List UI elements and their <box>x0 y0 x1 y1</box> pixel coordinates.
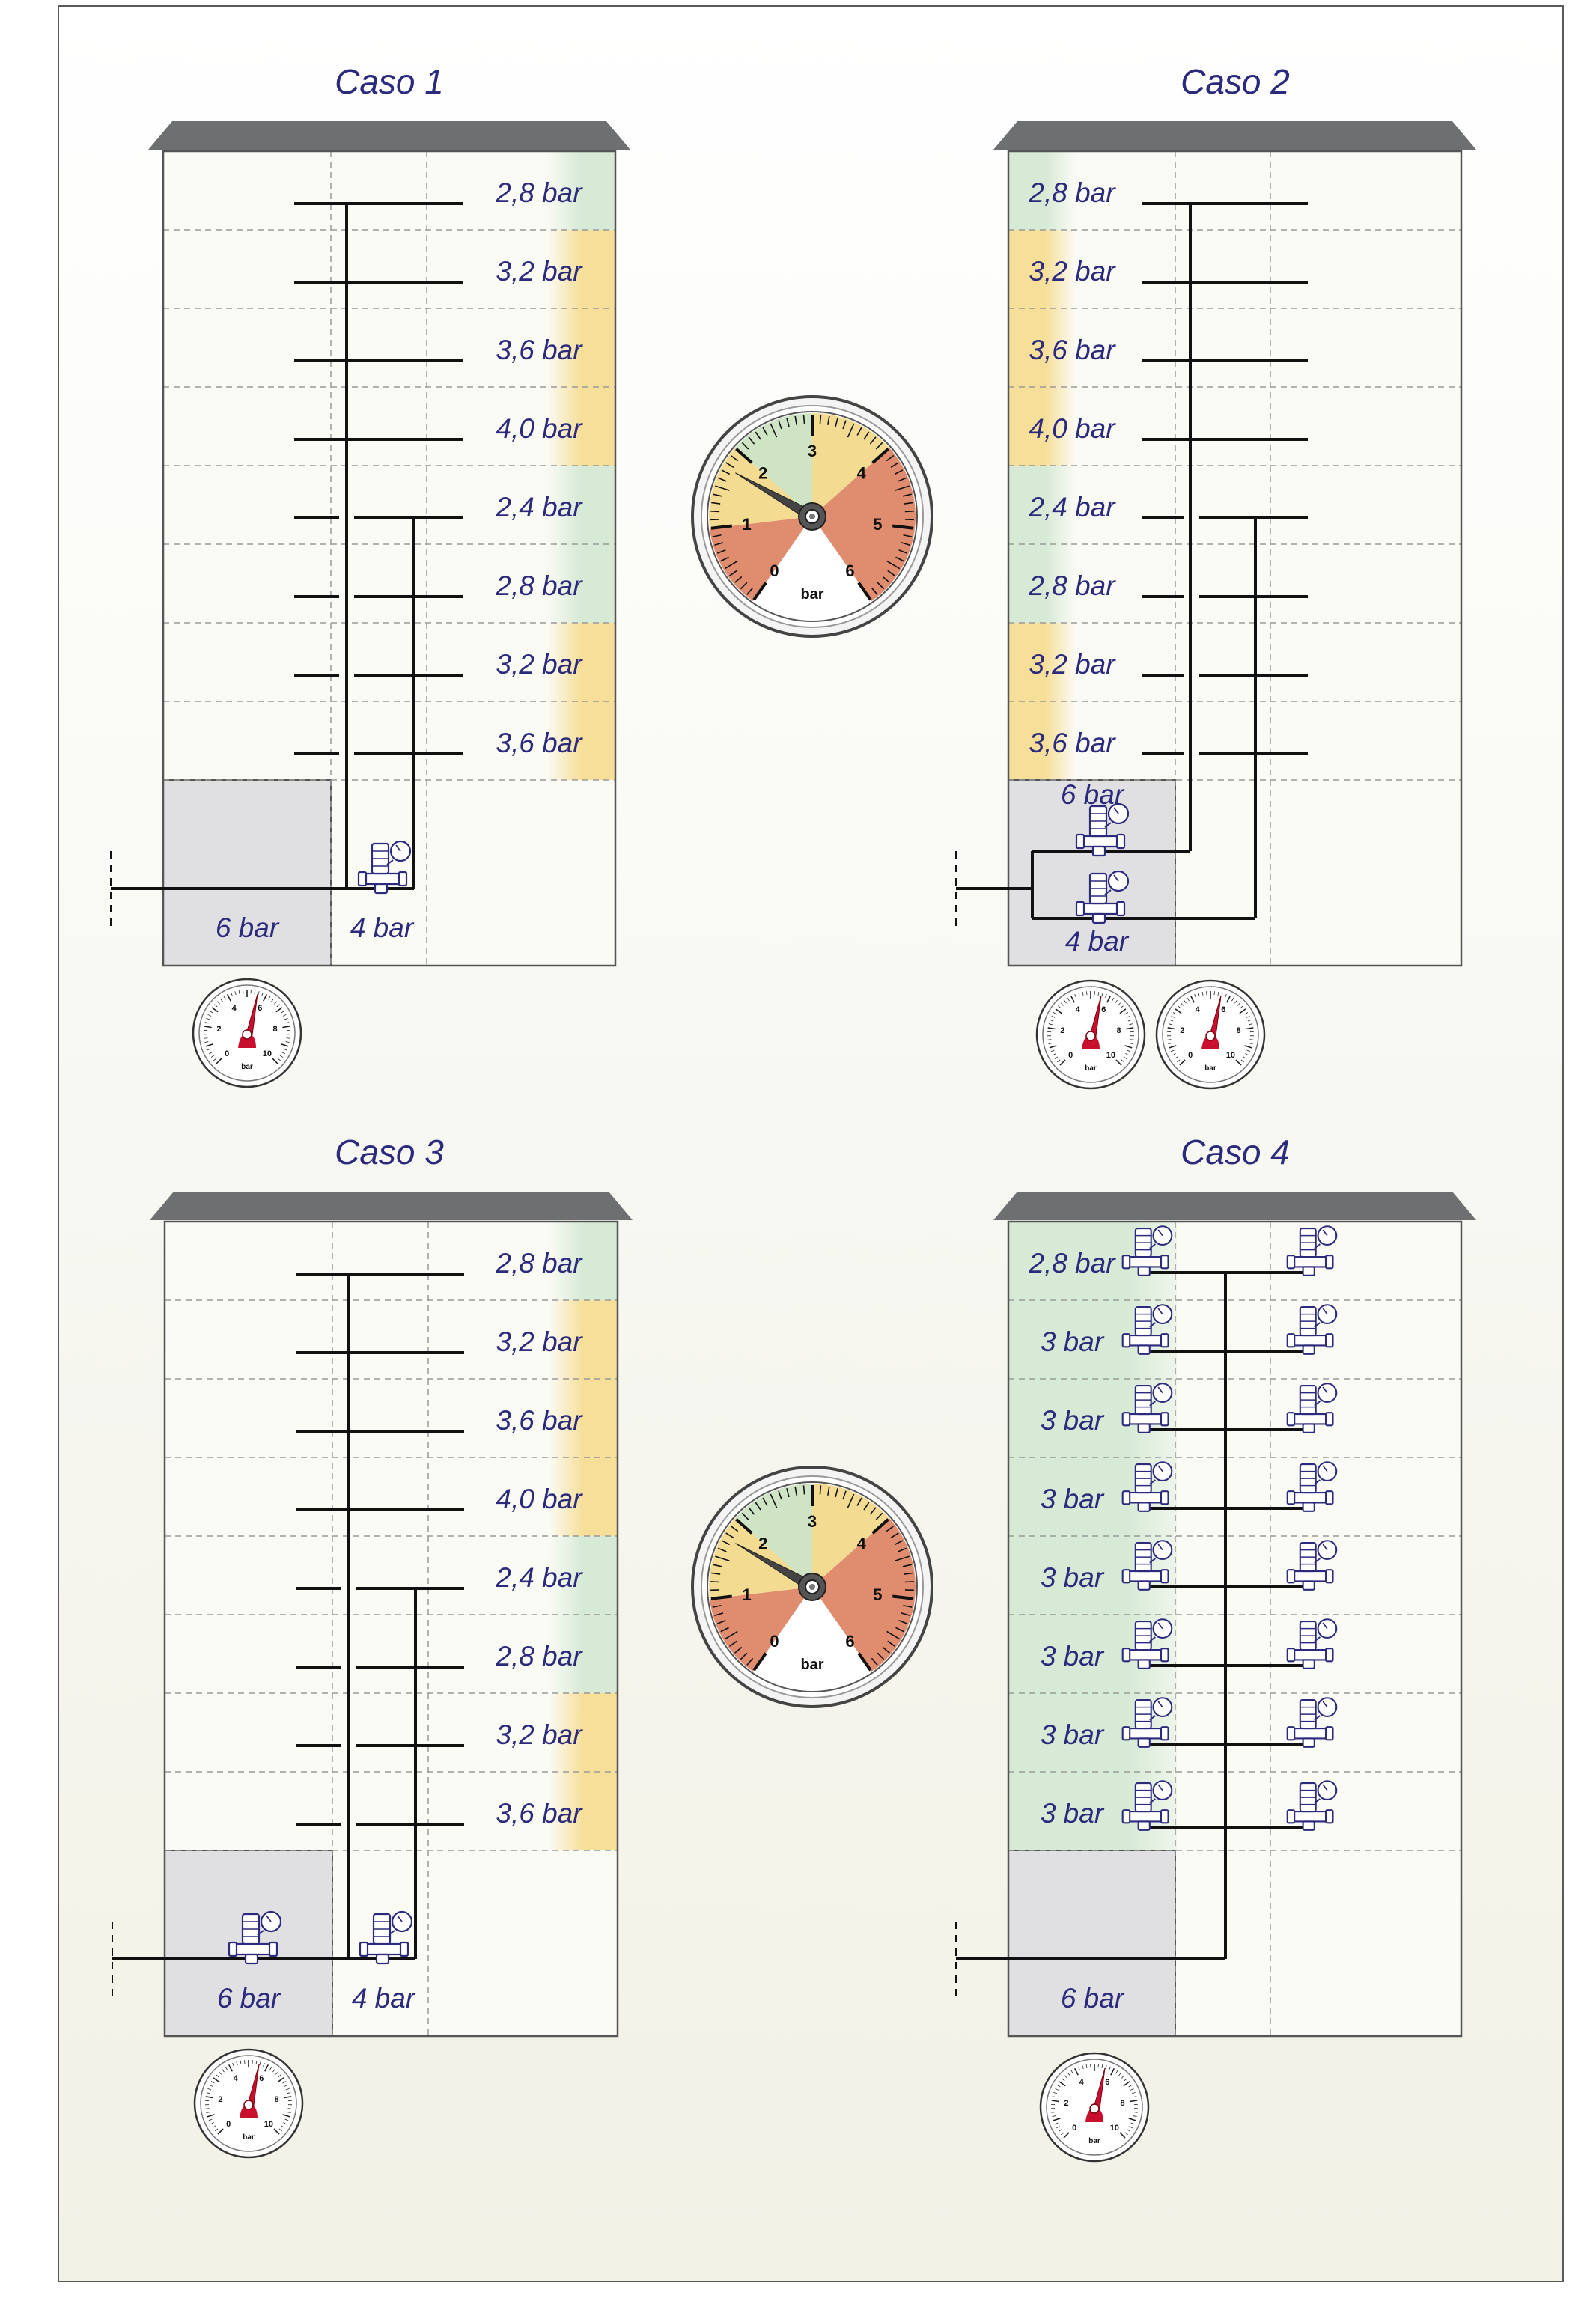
case-title: Caso 1 <box>335 62 444 101</box>
valve-base <box>1093 847 1105 856</box>
floor-pressure-label: 3,6 bar <box>496 335 583 365</box>
small-gauge-tick-label: 0 <box>1072 2124 1076 2133</box>
floor-pressure-label: 2,4 bar <box>1028 492 1116 522</box>
valve-base <box>1303 1738 1315 1746</box>
valve-gauge <box>1154 1698 1172 1716</box>
floor-pressure-label: 3,6 bar <box>496 728 583 758</box>
roof <box>148 121 630 150</box>
small-gauge-unit: bar <box>241 1063 253 1071</box>
case-1 <box>111 62 630 1087</box>
small-gauge-tick-label: 2 <box>1060 1026 1064 1035</box>
valve-nut-left <box>1123 1810 1130 1823</box>
big-gauge-tick-label: 0 <box>770 1632 779 1651</box>
valve-base <box>1093 914 1105 923</box>
valve-base <box>1139 1738 1150 1746</box>
floor-pressure-label: 3,2 bar <box>496 1326 583 1357</box>
valve-nut-right <box>1326 1491 1333 1504</box>
small-gauge-tick-label: 4 <box>1079 2078 1085 2087</box>
big-gauge-tick-label: 0 <box>770 561 779 580</box>
big-gauge-tick <box>905 511 914 512</box>
small-gauge-tick-label: 6 <box>259 2074 264 2083</box>
valve-gauge <box>1154 1619 1172 1638</box>
case-title: Caso 4 <box>1181 1133 1290 1171</box>
floor-pressure-label: 2,4 bar <box>495 1562 583 1593</box>
basement-pressure-label: 4 bar <box>1065 926 1130 957</box>
case-4 <box>956 1133 1476 2161</box>
valve-body <box>1128 1728 1163 1738</box>
valve-nut-left <box>360 1942 368 1956</box>
big-gauge-tick-label: 6 <box>845 1632 854 1651</box>
small-gauge-unit: bar <box>243 2133 255 2142</box>
valve-body <box>1128 1335 1163 1345</box>
big-gauge-tick-label: 4 <box>857 463 867 482</box>
big-manometer <box>692 397 932 636</box>
small-gauge-tick-label: 0 <box>1188 1051 1193 1060</box>
valve-nut-left <box>1288 1255 1295 1268</box>
valve-base <box>1139 1502 1150 1511</box>
floor-pressure-label: 3 bar <box>1041 1719 1105 1750</box>
small-gauge-pivot <box>244 2100 253 2109</box>
floor-pressure-label: 3,6 bar <box>1029 728 1116 758</box>
basement-pressure-label: 6 bar <box>216 912 280 943</box>
valve-nut-left <box>1288 1413 1295 1425</box>
big-gauge-tick <box>804 415 805 424</box>
roof <box>993 1192 1476 1220</box>
valve-gauge <box>1318 1781 1337 1800</box>
valve-gauge <box>1318 1619 1337 1638</box>
valve-base <box>1139 1267 1150 1275</box>
big-gauge-unit: bar <box>800 586 823 603</box>
roof <box>993 121 1476 150</box>
small-gauge-tick-label: 10 <box>264 2120 273 2129</box>
small-gauge-tick-label: 6 <box>258 1004 262 1013</box>
valve-body <box>1082 836 1118 847</box>
small-gauge-unit: bar <box>1085 1064 1097 1073</box>
big-gauge-tick-label: 1 <box>742 515 751 534</box>
valve-nut-left <box>1123 1255 1130 1268</box>
big-gauge-tick-label: 2 <box>758 463 767 482</box>
small-gauge-tick-label: 0 <box>1068 1051 1073 1060</box>
valve-base <box>1139 1345 1150 1353</box>
valve-nut-right <box>1326 1334 1333 1347</box>
valve-body <box>1128 1257 1163 1267</box>
valve-body <box>1293 1571 1327 1581</box>
valve-nut-left <box>1288 1570 1295 1582</box>
small-manometer <box>1157 981 1264 1088</box>
small-gauge-tick-label: 8 <box>272 1025 277 1034</box>
valve-body <box>1293 1728 1327 1738</box>
big-gauge-tick-label: 2 <box>758 1534 767 1552</box>
small-gauge-tick-label: 2 <box>1180 1026 1184 1035</box>
valve-base <box>375 884 387 893</box>
valve-nut-right <box>1326 1570 1333 1582</box>
valve-gauge <box>1154 1541 1172 1559</box>
small-gauge-tick-label: 8 <box>1120 2099 1124 2108</box>
valve-base <box>1139 1660 1150 1668</box>
case-title: Caso 2 <box>1181 62 1290 101</box>
valve-nut-right <box>399 872 406 886</box>
floor-pressure-label: 2,8 bar <box>495 177 583 208</box>
valve-nut-left <box>229 1942 237 1956</box>
valve-nut-left <box>1288 1727 1295 1740</box>
basement-pressure-label: 4 bar <box>350 912 415 943</box>
valve-body <box>366 1944 402 1954</box>
floor-pressure-label: 2,8 bar <box>495 1641 583 1672</box>
small-manometer <box>1041 2053 1148 2161</box>
small-gauge-tick-label: 4 <box>234 2074 239 2083</box>
valve-nut-right <box>1326 1727 1333 1740</box>
small-gauge-tick-label: 0 <box>225 1049 229 1058</box>
basement-pressure-label: 4 bar <box>352 1983 416 2014</box>
valve-nut-left <box>1123 1570 1130 1582</box>
small-gauge-unit: bar <box>1204 1064 1216 1073</box>
big-gauge-tick-label: 1 <box>742 1585 751 1604</box>
small-gauge-tick-label: 10 <box>1106 1051 1115 1060</box>
valve-nut-left <box>359 872 366 886</box>
valve-body <box>1293 1493 1327 1502</box>
floor-pressure-label: 2,4 bar <box>495 492 583 522</box>
floor-pressure-label: 3,2 bar <box>496 1719 583 1750</box>
valve-nut-left <box>1076 902 1084 915</box>
small-gauge-tick-label: 4 <box>232 1004 237 1013</box>
small-gauge-pivot <box>1206 1031 1215 1040</box>
valve-nut-right <box>1161 1648 1169 1661</box>
small-gauge-tick-label: 10 <box>1226 1051 1235 1060</box>
basement-pressure-label: 6 bar <box>1061 1983 1125 2014</box>
floor-pressure-label: 3,2 bar <box>496 649 583 680</box>
big-gauge-hub-dot <box>809 1584 815 1590</box>
valve-base <box>1139 1424 1150 1432</box>
valve-base <box>1303 1660 1315 1668</box>
floor-pressure-label: 2,8 bar <box>495 1248 583 1279</box>
big-gauge-tick-label: 5 <box>873 1585 882 1604</box>
valve-nut-right <box>1326 1413 1333 1425</box>
valve-base <box>1303 1267 1315 1275</box>
valve-body <box>1082 903 1118 914</box>
valve-nut-right <box>1161 1727 1169 1740</box>
small-gauge-tick-label: 4 <box>1076 1005 1081 1014</box>
valve-nut-right <box>1161 1570 1169 1582</box>
small-manometer <box>193 979 301 1087</box>
floor-pressure-label: 3,2 bar <box>1029 256 1116 287</box>
floor-pressure-label: 3,6 bar <box>496 1798 583 1829</box>
floor-pressure-label: 3,2 bar <box>1029 649 1116 680</box>
small-gauge-unit: bar <box>1088 2137 1100 2145</box>
small-gauge-tick-label: 0 <box>226 2120 231 2129</box>
valve-body <box>1293 1650 1327 1660</box>
small-manometer <box>195 2050 302 2157</box>
floor-pressure-label: 4,0 bar <box>1029 413 1116 444</box>
valve-nut-right <box>269 1942 277 1956</box>
basement-pressure-label: 6 bar <box>1061 779 1125 810</box>
valve-nut-right <box>1161 1255 1169 1268</box>
floor-pressure-label: 3,2 bar <box>496 256 583 287</box>
valve-nut-right <box>1161 1334 1169 1347</box>
floor-pressure-label: 3,6 bar <box>1029 335 1116 365</box>
big-gauge-tick-label: 3 <box>808 1512 817 1531</box>
small-gauge-tick-label: 8 <box>1116 1026 1121 1035</box>
floor-pressure-label: 3 bar <box>1041 1405 1105 1436</box>
small-gauge-tick-label: 10 <box>1110 2124 1119 2133</box>
valve-base <box>1303 1581 1315 1589</box>
big-gauge-tick-label: 3 <box>808 442 817 460</box>
valve-nut-left <box>1123 1413 1130 1425</box>
valve-nut-left <box>1288 1334 1295 1347</box>
case-title: Caso 3 <box>335 1133 444 1171</box>
valve-body <box>1128 1414 1163 1424</box>
small-manometer <box>1037 981 1145 1088</box>
small-gauge-tick-label: 2 <box>218 2095 222 2104</box>
valve-nut-left <box>1123 1727 1130 1740</box>
valve-nut-right <box>1117 902 1124 915</box>
small-gauge-tick-label: 2 <box>1064 2099 1068 2108</box>
floor-pressure-label: 2,8 bar <box>495 570 583 601</box>
valve-nut-right <box>1326 1810 1333 1823</box>
big-gauge-tick-label: 4 <box>857 1534 867 1552</box>
big-gauge-tick-label: 6 <box>845 561 854 580</box>
valve-gauge <box>1154 1781 1172 1800</box>
big-gauge-unit: bar <box>800 1657 823 1673</box>
small-gauge-tick-label: 10 <box>263 1049 272 1058</box>
floor-pressure-label: 3 bar <box>1041 1484 1105 1514</box>
floor-pressure-label: 3 bar <box>1041 1798 1105 1829</box>
valve-body <box>1128 1811 1163 1821</box>
valve-nut-right <box>400 1942 408 1956</box>
small-gauge-tick-label: 2 <box>216 1025 221 1034</box>
valve-body <box>1128 1493 1163 1502</box>
valve-base <box>1139 1581 1150 1589</box>
valve-nut-left <box>1123 1334 1130 1347</box>
big-gauge-tick-label: 5 <box>873 515 882 534</box>
valve-gauge <box>1318 1698 1337 1716</box>
floor-pressure-label: 3 bar <box>1041 1641 1105 1672</box>
floor-pressure-label: 4,0 bar <box>496 413 583 444</box>
valve-body <box>1293 1335 1327 1345</box>
valve-nut-right <box>1326 1255 1333 1268</box>
basement-pressure-label: 6 bar <box>217 1983 281 2014</box>
valve-nut-right <box>1117 835 1124 848</box>
big-manometer <box>692 1467 932 1707</box>
valve-nut-right <box>1161 1413 1169 1425</box>
valve-base <box>1303 1502 1315 1511</box>
valve-base <box>1303 1821 1315 1829</box>
valve-body <box>1293 1414 1327 1424</box>
floor-pressure-label: 3,6 bar <box>496 1405 583 1436</box>
floor-pressure-label: 3 bar <box>1041 1326 1105 1357</box>
valve-nut-right <box>1161 1810 1169 1823</box>
valve-body <box>1293 1811 1327 1821</box>
floor-pressure-label: 3 bar <box>1041 1562 1105 1593</box>
valve-base <box>1303 1424 1315 1432</box>
valve-nut-left <box>1123 1648 1130 1661</box>
floor-pressure-label: 2,8 bar <box>1028 570 1116 601</box>
case-2 <box>956 62 1476 1088</box>
valve-nut-left <box>1288 1810 1295 1823</box>
floor-pressure-label: 2,8 bar <box>1028 1248 1116 1279</box>
big-gauge-hub-dot <box>809 514 815 519</box>
case-3 <box>112 1133 633 2157</box>
valve-nut-right <box>1326 1648 1333 1661</box>
small-gauge-tick-label: 8 <box>1236 1026 1240 1035</box>
valve-nut-right <box>1161 1491 1169 1504</box>
valve-body <box>235 1944 271 1954</box>
valve-base <box>1303 1345 1315 1353</box>
small-gauge-pivot <box>1090 2104 1099 2113</box>
small-gauge-tick-label: 6 <box>1105 2078 1109 2087</box>
small-gauge-tick-label: 6 <box>1221 1005 1225 1014</box>
small-gauge-tick-label: 6 <box>1101 1005 1106 1014</box>
valve-body <box>1128 1571 1163 1581</box>
small-gauge-tick-label: 4 <box>1196 1005 1201 1014</box>
floor-pressure-label: 2,8 bar <box>1028 177 1116 208</box>
floor-pressure-label: 4,0 bar <box>496 1484 583 1514</box>
valve-nut-left <box>1288 1491 1295 1504</box>
valve-base <box>246 1954 258 1963</box>
big-gauge-tick <box>804 1485 805 1494</box>
big-gauge-tick <box>710 511 719 512</box>
valve-body <box>1128 1650 1163 1660</box>
roof <box>150 1192 633 1220</box>
small-gauge-pivot <box>1086 1031 1095 1040</box>
valve-gauge <box>1318 1541 1337 1559</box>
valve-nut-left <box>1123 1491 1130 1504</box>
valve-nut-left <box>1288 1648 1295 1661</box>
valve-base <box>377 1954 389 1963</box>
small-gauge-tick-label: 8 <box>274 2095 278 2104</box>
valve-base <box>1139 1821 1150 1829</box>
small-gauge-pivot <box>243 1030 252 1039</box>
valve-body <box>365 874 400 884</box>
valve-body <box>1293 1257 1327 1267</box>
valve-nut-left <box>1076 835 1084 848</box>
